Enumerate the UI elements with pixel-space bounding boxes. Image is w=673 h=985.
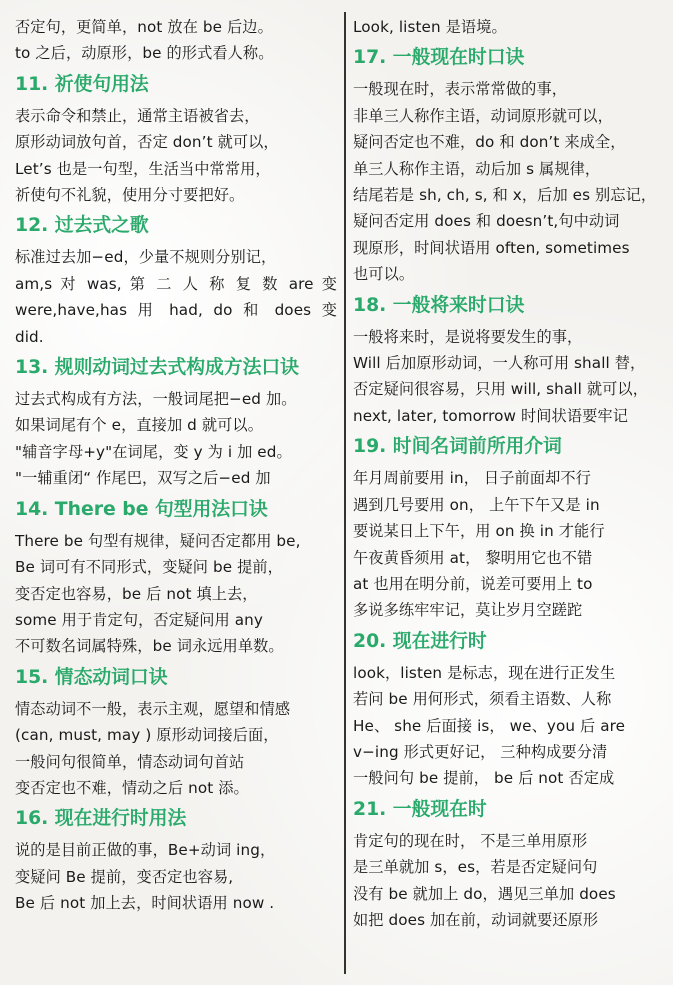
text-line: 一般问句 be 提前， be 后 not 否定成 [353,769,615,788]
text-line: Let’s 也是一句型，生活当中常常用， [15,159,271,178]
text-line: 午夜黄昏须用 at， 黎明用它也不错 [353,548,593,567]
section-15 [15,666,337,802]
text-line: 疑问否定也不难，do 和 don’t 来成全， [353,133,626,152]
section-21 [353,798,671,934]
section-heading: 17. 一般现在时口诀 [353,47,525,69]
section-heading: 13. 规则动词过去式构成方法口诀 [15,357,299,379]
section-13 [15,356,337,492]
text-line: some 用于肯定句，否定疑问用 any [15,610,263,629]
text-line: to 之后，动原形，be 的形式看人称。 [15,44,274,63]
text-line: Will 后加原形动词，一人称可用 shall 替， [353,354,646,373]
text-line: 变否定也容易，be 后 not 填上去， [15,584,258,603]
section-heading: 19. 时间名词前所用介词 [353,436,562,458]
text-line: 非单三人称作主语，动词原形就可以， [353,106,613,125]
text-line: 不可数名词属特殊，be 词永远用单数。 [15,637,284,656]
text-line: 一般将来时，是说将要发生的事， [353,327,583,346]
text-line: 过去式构成有方法，一般词尾把−ed 加。 [15,390,297,409]
text-line: 说的是目前正做的事，Be+动词 ing， [15,841,276,860]
text-line: "辅音字母+y"在词尾，变 y 为 i 加 ed。 [15,442,292,461]
text-line: 若问 be 用何形式，须看主语数、人称 [353,690,612,709]
text-line: v−ing 形式更好记， 三种构成要分清 [353,742,608,761]
text-line: 疑问否定用 does 和 doesn’t,句中动词 [353,212,620,231]
text-line: 年月周前要用 in， 日子前面却不行 [353,469,591,488]
section-19 [353,435,671,623]
text-line: 要说某日上下午，用 on 换 in 才能行 [353,522,605,541]
section-12 [15,214,337,350]
text-line: 是三单就加 s，es，若是否定疑问句 [353,858,598,877]
text-line: Be 后 not 加上去，时间状语用 now . [15,894,275,913]
section-heading: 14. There be 句型用法口诀 [15,498,268,520]
text-line: did. [15,327,44,346]
text-line: 没有 be 就加上 do，遇见三单加 does [353,884,616,903]
text-line: 肯定句的现在时， 不是三单用原形 [353,831,588,850]
section-heading: 15. 情态动词口诀 [15,666,168,688]
left-column [15,14,337,917]
text-line: 祈使句不礼貌，使用分寸要把好。 [15,186,245,205]
text-line: (can, must, may ) 原形动词接后面， [15,726,279,745]
section-17 [353,46,671,287]
section-11 [15,73,337,209]
section-heading: 11. 祈使句用法 [15,73,149,95]
text-line: at 也用在明分前，说差可要用上 to [353,574,593,593]
section-heading: 18. 一般将来时口诀 [353,294,525,316]
text-line: am,s 对 was, 第 二 人 称 复 数 are 变 [15,274,337,293]
section-heading: 16. 现在进行时用法 [15,808,187,830]
section-heading: 21. 一般现在时 [353,798,487,820]
section-heading: 12. 过去式之歌 [15,215,149,237]
text-line: 多说多练牢牢记，莫让岁月空蹉跎 [353,601,583,620]
text-line: 情态动词不一般，表示主观，愿望和情感 [15,699,291,718]
section-16 [15,807,337,916]
text-line: 标准过去加−ed，少量不规则分别记， [15,248,277,267]
text-line: 现原形，时间状语用 often, sometimes [353,238,630,257]
text-line: 结尾若是 sh, ch, s, 和 x，后加 es 别忘记， [353,186,657,205]
text-line: 原形动词放句首，否定 don’t 就可以， [15,133,279,152]
text-line: Be 词可有不同形式，变疑问 be 提前， [15,558,283,577]
text-line: 单三人称作主语，动后加 s 属规律， [353,159,601,178]
text-line: 如果词尾有个 e，直接加 d 就可以。 [15,416,263,435]
section-20 [353,630,671,792]
text-line: He、 she 后面接 is， we、you 后 are [353,716,626,735]
right-column [353,14,671,933]
text-line: 如把 does 加在前，动词就要还原形 [353,910,599,929]
text-line: 一般现在时，表示常常做的事， [353,80,568,99]
text-line: look，listen 是标志，现在进行正发生 [353,663,616,682]
section-18 [353,294,671,430]
text-line: 遇到几号要用 on， 上午下午又是 in [353,495,600,514]
text-line: next, later, tomorrow 时间状语要牢记 [353,406,628,425]
text-line: 表示命令和禁止，通常主语被省去， [15,106,260,125]
text-line: were,have,has 用 had, do 和 does 变 [15,301,337,320]
text-line: There be 句型有规律，疑问否定都用 be, [15,531,301,550]
text-line: Look, listen 是语境。 [353,18,507,36]
section-14 [15,498,337,660]
text-line: 否定句，更简单，not 放在 be 后边。 [15,18,273,36]
column-divider [344,12,346,974]
text-line: 否定疑问很容易，只用 will, shall 就可以， [353,380,648,399]
text-line: "一辅重闭“ 作尾巴，双写之后−ed 加 [15,469,271,488]
text-line: 也可以。 [353,265,415,284]
text-line: 一般问句很简单，情态动词句首站 [15,752,245,771]
text-line: 变否定也不难，情动之后 not 添。 [15,778,249,797]
section-heading: 20. 现在进行时 [353,630,487,652]
text-line: 变疑问 Be 提前，变否定也容易, [15,867,234,886]
